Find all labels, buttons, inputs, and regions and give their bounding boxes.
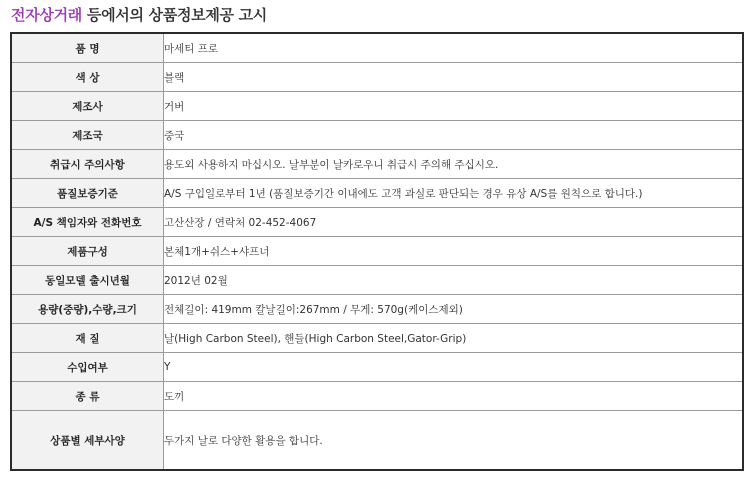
row-value-warranty: A/S 구입일로부터 1년 (품질보증기간 이내에도 고객 과실로 판단되는 경우 유상 A/S를 원칙으로 합니다.) bbox=[164, 179, 744, 208]
table-row bbox=[11, 208, 743, 237]
row-label-manufacturer: 제조사 bbox=[11, 92, 164, 121]
table-row bbox=[11, 382, 743, 411]
row-value-as-contact: 고산산장 / 연락처 02-452-4067 bbox=[164, 208, 744, 237]
row-value-details: 두가지 날로 다양한 활용을 합니다. bbox=[164, 411, 744, 471]
row-label-material: 재 질 bbox=[11, 324, 164, 353]
row-label-caution: 취급시 주의사항 bbox=[11, 150, 164, 179]
table-row bbox=[11, 150, 743, 179]
row-label-release-date: 동일모델 출시년월 bbox=[11, 266, 164, 295]
product-info-table bbox=[10, 32, 744, 471]
row-value-caution: 용도외 사용하지 마십시오. 날부분이 날카로우니 취급시 주의해 주십시오. bbox=[164, 150, 744, 179]
row-value-country: 중국 bbox=[164, 121, 744, 150]
row-value-manufacturer: 거버 bbox=[164, 92, 744, 121]
row-label-warranty: 품질보증기준 bbox=[11, 179, 164, 208]
row-label-as-contact: A/S 책임자와 전화번호 bbox=[11, 208, 164, 237]
table-row bbox=[11, 353, 743, 382]
table-row bbox=[11, 411, 743, 471]
row-value-color: 블랙 bbox=[164, 63, 744, 92]
row-value-type: 도끼 bbox=[164, 382, 744, 411]
row-label-dimensions: 용량(중량),수량,크기 bbox=[11, 295, 164, 324]
table-row bbox=[11, 121, 743, 150]
row-label-components: 제품구성 bbox=[11, 237, 164, 266]
page-title bbox=[11, 4, 267, 25]
row-value-components: 본체1개+쉬스+샤프너 bbox=[164, 237, 744, 266]
table-row bbox=[11, 237, 743, 266]
table-row bbox=[11, 266, 743, 295]
title-accent: 전자상거래 bbox=[11, 6, 82, 24]
row-value-release-date: 2012년 02월 bbox=[164, 266, 744, 295]
row-label-details: 상품별 세부사양 bbox=[11, 411, 164, 471]
row-label-imported: 수입여부 bbox=[11, 353, 164, 382]
row-label-type: 종 류 bbox=[11, 382, 164, 411]
row-value-imported: Y bbox=[164, 353, 744, 382]
table-row bbox=[11, 324, 743, 353]
row-value-product-name: 마세티 프로 bbox=[164, 33, 744, 63]
table-row bbox=[11, 295, 743, 324]
row-label-color: 색 상 bbox=[11, 63, 164, 92]
table-row bbox=[11, 179, 743, 208]
row-value-dimensions: 전체길이: 419mm 칼날길이:267mm / 무게: 570g(케이스제외) bbox=[164, 295, 744, 324]
table-row bbox=[11, 63, 743, 92]
row-value-material: 날(High Carbon Steel), 핸들(High Carbon Steel,Gator-Grip) bbox=[164, 324, 744, 353]
table-row bbox=[11, 33, 743, 63]
table-row bbox=[11, 92, 743, 121]
row-label-country: 제조국 bbox=[11, 121, 164, 150]
row-label-product-name: 품 명 bbox=[11, 33, 164, 63]
title-rest: 등에서의 상품정보제공 고시 bbox=[81, 6, 268, 24]
